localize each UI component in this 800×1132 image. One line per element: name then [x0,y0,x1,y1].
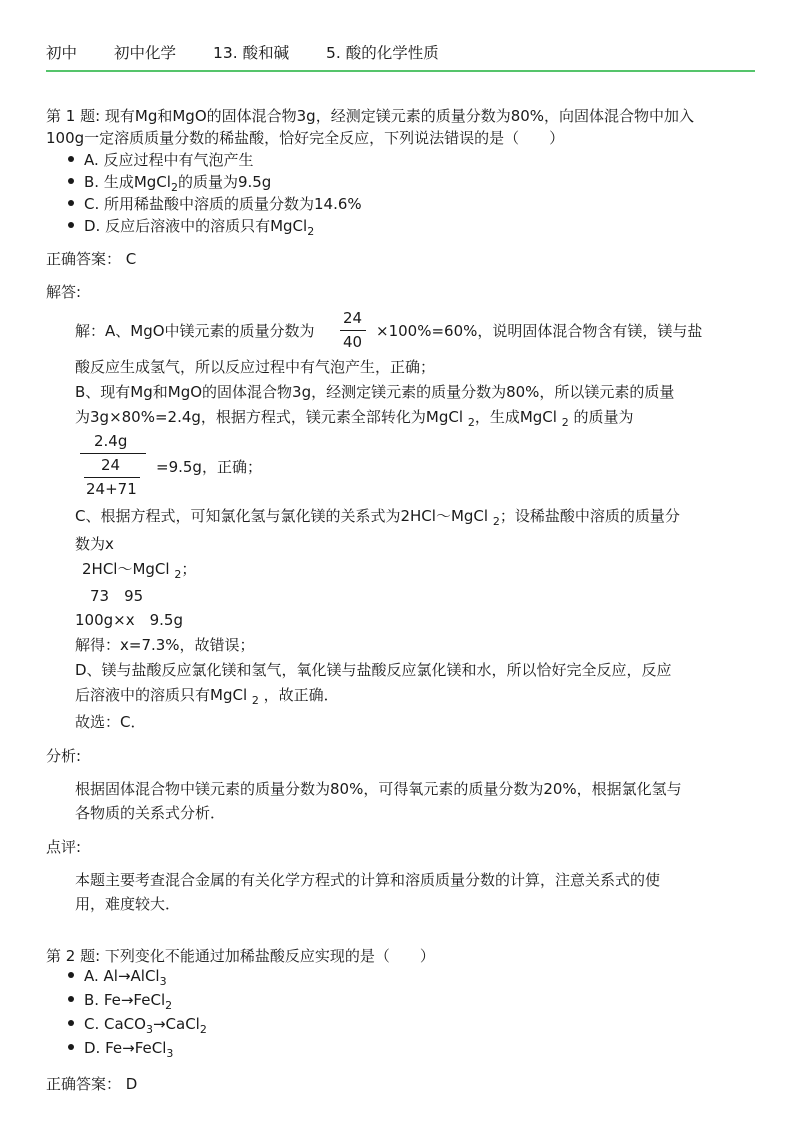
correct-answer: C [125,250,137,268]
bullet-icon [68,996,74,1002]
analysis-text1: 根据固体混合物中镁元素的质量分数为80%，可得氧元素的质量分数为20%，根据氯化氢与 [75,780,682,798]
option-d: D. Fe→FeCl$_3$ [68,1039,173,1060]
breadcrumb-level[interactable]: 初中 [46,44,78,62]
solution-a-result: ×100%=60%，说明固体混合物含有镁，镁与盐 [376,322,703,340]
option-c: C. 所用稀盐酸中溶质的质量分数为14.6% [68,193,362,214]
breadcrumb-section[interactable]: 5. 酸的化学性质 [326,44,439,62]
nested-fraction-bottom: 24+71 [86,480,137,498]
question-1-stem-line1: 第 1 题: 现有Mg和MgO的固体混合物3g，经测定镁元素的质量分数为80%，向固体混合物中加入 [46,107,695,125]
solution-a-text2: 酸反应生成氢气，所以反应过程中有气泡产生，正确； [75,358,436,376]
fraction-bar [84,477,140,478]
breadcrumb-subject[interactable]: 初中化学 [114,44,177,62]
answer-line: 正确答案： D [46,1075,138,1093]
solution-label: 解答: [46,283,82,301]
option-d: D. 反应后溶液中的溶质只有MgCl$_2$ [68,215,314,238]
fraction-bar [340,330,366,331]
nested-fraction-top: 2.4g [94,432,128,450]
solution-c-values: 100g×x 9.5g [75,611,183,629]
bullet-icon [68,222,74,228]
comment-label: 点评: [46,838,82,856]
solution-choice: 故选：C． [75,713,146,731]
fraction-bar [80,453,146,454]
bullet-icon [68,1020,74,1026]
option-a: A. Al→AlCl$_3$ [68,967,167,988]
solution-d-text2: 后溶液中的溶质只有MgCl $_2$ ，故正确． [75,686,339,707]
question-2-stem: 第 2 题: 下列变化不能通过加稀盐酸反应实现的是（ ） [46,947,435,965]
fraction-denominator: 40 [343,333,363,351]
header-divider [46,70,755,72]
option-b: B. Fe→FeCl$_2$ [68,991,172,1012]
bullet-icon [68,1044,74,1050]
solution-a-text: 解：A、MgO中镁元素的质量分数为 [75,322,315,340]
breadcrumb-chapter[interactable]: 13. 酸和碱 [213,44,290,62]
answer-line: 正确答案： C [46,250,137,268]
option-a: A. 反应过程中有气泡产生 [68,149,254,170]
bullet-icon [68,178,74,184]
solution-c-text2: 数为x [75,535,114,553]
solution-c-text1: C、根据方程式，可知氯化氢与氯化镁的关系式为2HCl～MgCl $_2$；设稀盐酸中溶质的质量分 [75,507,680,528]
option-c: C. CaCO$_3$→CaCl$_2$ [68,1015,207,1036]
analysis-text2: 各物质的关系式分析． [75,804,226,822]
solution-c-relation: 2HCl～MgCl $_2$； [82,560,197,581]
solution-b-text2: 为3g×80%=2.4g，根据方程式，镁元素全部转化为MgCl $_2$，生成MgCl $_2$ 的质量为 [75,408,634,429]
bullet-icon [68,200,74,206]
fraction-numerator: 24 [343,309,363,327]
comment-text2: 用，难度较大． [75,895,181,913]
question-1-stem-line2: 100g一定溶质质量分数的稀盐酸，恰好完全反应，下列说法错误的是（ ） [46,129,565,147]
solution-c-result: 解得：x=7.3%，故错误； [75,636,255,654]
solution-b-text1: B、现有Mg和MgO的固体混合物3g，经测定镁元素的质量分数为80%，所以镁元素的质量 [75,383,675,401]
analysis-label: 分析: [46,747,82,765]
option-b: B. 生成MgCl$_2$的质量为9.5g [68,171,271,194]
bullet-icon [68,156,74,162]
solution-d-text1: D、镁与盐酸反应氯化镁和氢气，氧化镁与盐酸反应氯化镁和水，所以恰好完全反应，反应 [75,661,672,679]
solution-b-result: =9.5g，正确； [156,458,262,476]
solution-c-ratio: 73 95 [90,587,144,605]
bullet-icon [68,972,74,978]
comment-text1: 本题主要考查混合金属的有关化学方程式的计算和溶质质量分数的计算，注意关系式的使 [75,871,661,889]
nested-fraction-mid: 24 [101,456,121,474]
correct-answer: D [125,1075,138,1093]
